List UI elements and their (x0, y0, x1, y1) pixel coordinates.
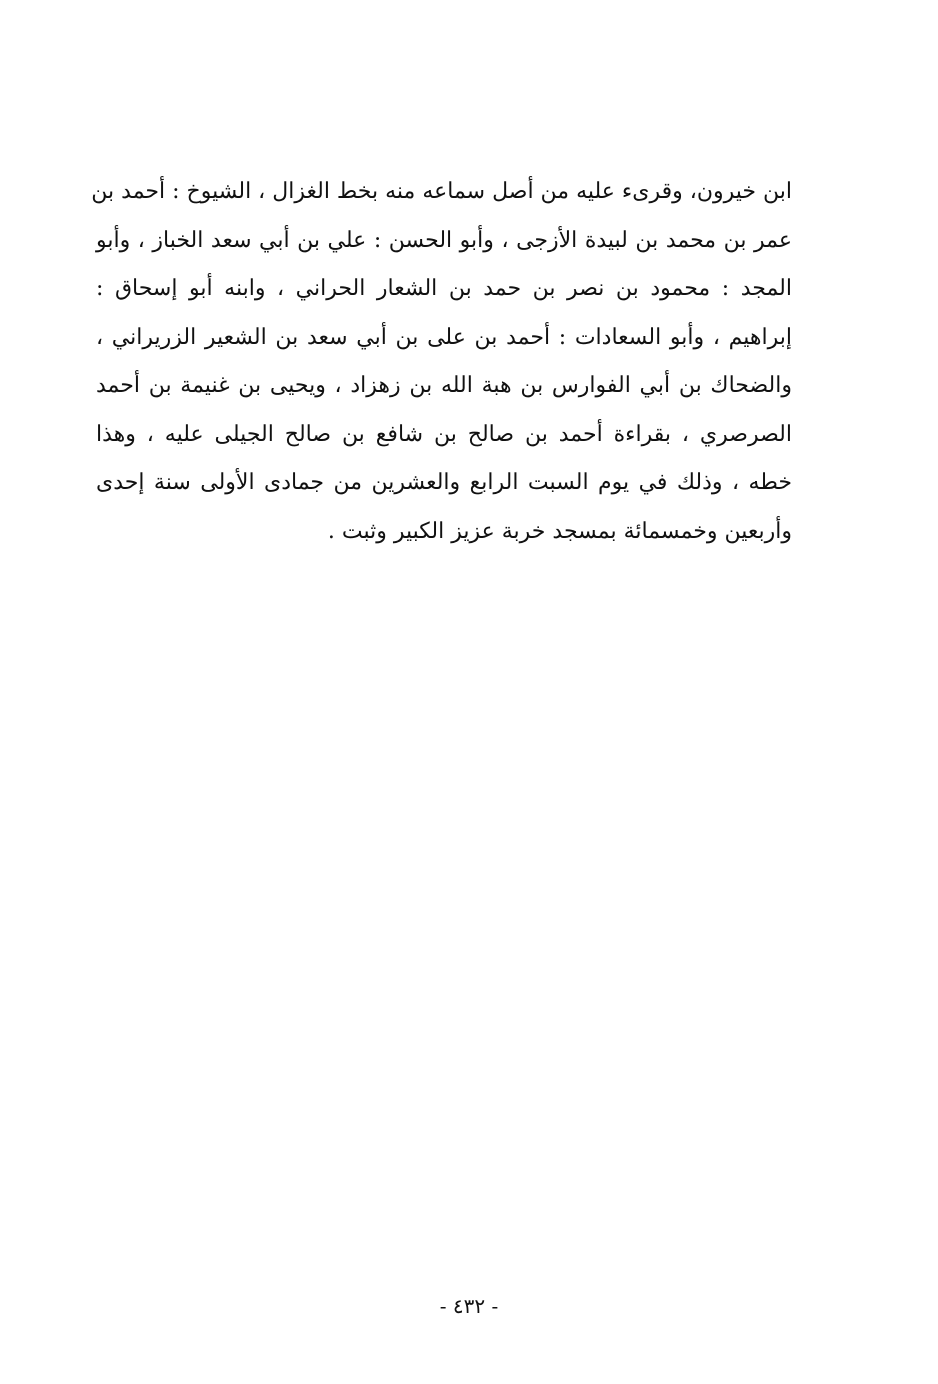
text-line: عمر بن محمد بن لبيدة الأزجى ، وأبو الحسن : علي بن أبي سعد الخباز ، وأبو (96, 227, 792, 253)
text-line: وأربعين وخمسمائة بمسجد خربة عزيز الكبير وثبت . (327, 518, 792, 544)
text-line: خطه ، وذلك في يوم السبت الرابع والعشرين من جمادى الأولى سنة إحدى (96, 470, 792, 495)
text-line: والضحاك بن أبي الفوارس بن هبة الله بن زهزاد ، ويحيى بن غنيمة بن أحمد (96, 373, 792, 398)
text-line: الصرصري ، بقراءة أحمد بن صالح بن شافع بن صالح الجيلى عليه ، وهذا (96, 421, 792, 447)
text-line: ابن خيرون، وقرىء عليه من أصل سماعه منه بخط الغزال ، الشيوخ : أحمد بن (91, 179, 792, 204)
page-number: - ٤٣٢ - (439, 1294, 499, 1318)
text-line: إبراهيم ، وأبو السعادات : أحمد بن على بن أبي سعد بن الشعير الزريراني ، (96, 324, 792, 350)
body-text (91, 168, 792, 556)
text-line: المجد : محمود بن نصر بن حمد بن الشعار الحراني ، وابنه أبو إسحاق : (96, 276, 792, 301)
